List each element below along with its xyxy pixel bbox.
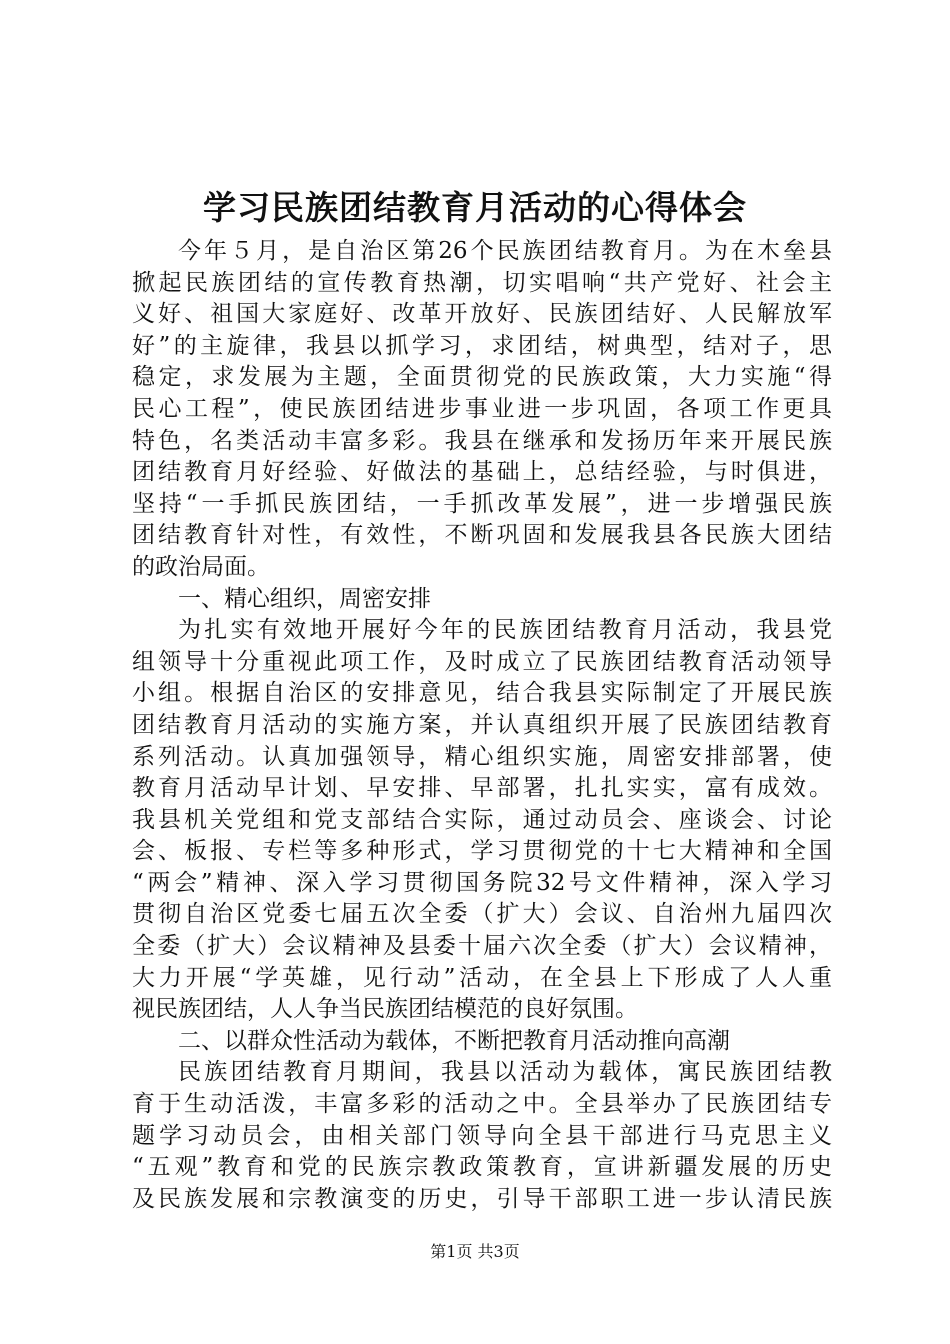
- section-heading: 一、精心组织，周密安排: [178, 585, 431, 612]
- text-line: 稳定，求发展为主题，全面贯彻党的民族政策，大力实施“得: [132, 364, 832, 391]
- text-line: 系列活动。认真加强领导，精心组织实施，周密安排部署，使: [132, 743, 832, 770]
- text-line: 民族团结教育月期间，我县以活动为载体，寓民族团结教: [178, 1059, 832, 1086]
- text-line: 及民族发展和宗教演变的历史，引导干部职工进一步认清民族: [132, 1185, 832, 1212]
- text-line: 小组。根据自治区的安排意见，结合我县实际制定了开展民族: [132, 680, 832, 707]
- section-heading: 二、以群众性活动为载体，不断把教育月活动推向高潮: [178, 1027, 730, 1054]
- text-line: 团结教育月活动的实施方案，并认真组织开展了民族团结教育: [132, 711, 832, 738]
- text-line: 全委（扩大）会议精神及县委十届六次全委（扩大）会议精神，: [132, 933, 832, 960]
- text-line: 组领导十分重视此项工作，及时成立了民族团结教育活动领导: [132, 648, 832, 675]
- text-line: “两会”精神、深入学习贯彻国务院32号文件精神，深入学习: [132, 869, 832, 896]
- text-line: 坚持“一手抓民族团结，一手抓改革发展”，进一步增强民族: [132, 490, 832, 517]
- text-line: 大力开展“学英雄，见行动”活动，在全县上下形成了人人重: [132, 964, 832, 991]
- text-line: “五观”教育和党的民族宗教政策教育，宣讲新疆发展的历史: [132, 1154, 832, 1181]
- text-line: 的政治局面。: [132, 553, 270, 580]
- document-title: 学习民族团结教育月活动的心得体会: [203, 188, 747, 227]
- text-line: 掀起民族团结的宣传教育热潮，切实唱响“共产党好、社会主: [132, 269, 832, 296]
- text-line: 好”的主旋律，我县以抓学习，求团结，树典型，结对子，思: [132, 332, 832, 359]
- text-line: 义好、祖国大家庭好、改革开放好、民族团结好、人民解放军: [132, 301, 832, 328]
- page-footer: 第1页 共3页: [430, 1242, 520, 1261]
- text-line: 民心工程”，使民族团结进步事业进一步巩固，各项工作更具: [132, 395, 832, 422]
- text-line: 题学习动员会，由相关部门领导向全县干部进行马克思主义: [132, 1122, 832, 1149]
- text-line: 教育月活动早计划、早安排、早部署，扎扎实实，富有成效。: [132, 775, 832, 802]
- document-body: [132, 236, 832, 1215]
- text-line: 今年５月，是自治区第26个民族团结教育月。为在木垒县: [178, 238, 832, 264]
- text-line: 特色，名类活动丰富多彩。我县在继承和发扬历年来开展民族: [132, 427, 832, 454]
- text-line: 我县机关党组和党支部结合实际，通过动员会、座谈会、讨论: [132, 806, 832, 833]
- text-line: 为扎实有效地开展好今年的民族团结教育月活动，我县党: [178, 617, 832, 644]
- text-line: 视民族团结，人人争当民族团结模范的良好氛围。: [132, 996, 638, 1023]
- text-line: 团结教育针对性，有效性，不断巩固和发展我县各民族大团结: [132, 522, 832, 549]
- text-line: 团结教育月好经验、好做法的基础上，总结经验，与时俱进，: [132, 459, 832, 486]
- text-line: 贯彻自治区党委七届五次全委（扩大）会议、自治州九届四次: [132, 901, 832, 928]
- text-line: 会、板报、专栏等多种形式，学习贯彻党的十七大精神和全国: [132, 838, 832, 865]
- text-line: 育于生动活泼，丰富多彩的活动之中。全县举办了民族团结专: [132, 1091, 832, 1118]
